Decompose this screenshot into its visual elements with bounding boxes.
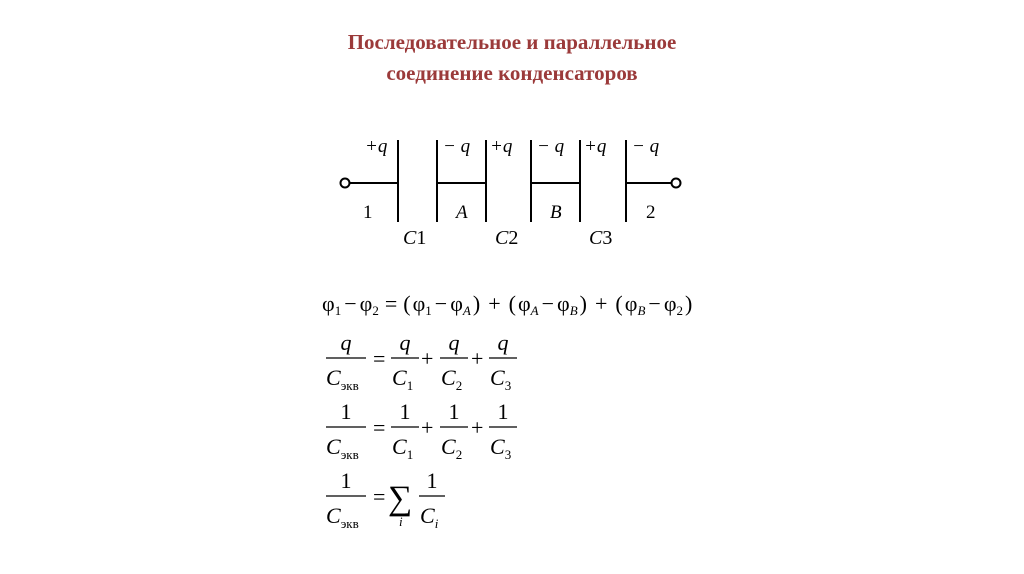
numerator: 1	[340, 468, 352, 493]
slide-title-line-1: Последовательное и параллельное	[347, 30, 677, 54]
summation-sign: ∑	[388, 480, 413, 517]
charge-label: +q	[365, 136, 388, 157]
capacitor-label-c1: C1	[403, 227, 427, 249]
denominator-c3: $C_3$	[490, 434, 512, 462]
denominator-c1: $C_1$	[392, 434, 414, 462]
plus-sign: +	[421, 346, 434, 371]
numerator: 1	[448, 399, 460, 424]
numerator: q	[399, 330, 411, 355]
charge-over-capacitance-equation	[326, 330, 517, 393]
plus-sign: +	[471, 346, 484, 371]
terminal-left	[341, 179, 350, 188]
plus-sign: +	[471, 415, 484, 440]
plus-sign: +	[421, 415, 434, 440]
reciprocal-capacitance-equation	[326, 399, 517, 462]
equals-sign: =	[373, 415, 386, 440]
numerator: q	[448, 330, 460, 355]
numerator: 1	[497, 399, 509, 424]
charge-label: − q	[632, 136, 660, 157]
numerator: q	[497, 330, 509, 355]
numerator: q	[340, 330, 352, 355]
equals-sign: =	[373, 346, 386, 371]
numerator: 1	[340, 399, 352, 424]
denominator-c-eq: $C_{экв}$	[326, 365, 359, 393]
node-label-a: A	[456, 202, 468, 223]
charge-label: − q	[443, 136, 471, 157]
charge-label: +q	[490, 136, 513, 157]
circuit-labels	[363, 136, 660, 249]
node-label-1: 1	[363, 202, 373, 223]
summation-index: i	[399, 514, 403, 529]
denominator-ci: $C_i$	[420, 503, 439, 531]
denominator-c1: $C_1$	[392, 365, 414, 393]
node-label-b: B	[550, 202, 562, 223]
terminal-right	[672, 179, 681, 188]
potential-difference-equation: φ1 − φ2 = (φ1 − φA) + (φA − φB) + (φB − φ2)	[322, 291, 693, 318]
slide-title-line-2: соединение конденсаторов	[386, 61, 638, 85]
numerator: 1	[399, 399, 411, 424]
capacitor-label-c3: C3	[589, 227, 613, 249]
charge-label: − q	[537, 136, 565, 157]
node-label-2: 2	[646, 202, 656, 223]
denominator-c2: $C_2$	[441, 365, 463, 393]
denominator-c-eq: $C_{экв}$	[326, 503, 359, 531]
charge-label: +q	[584, 136, 607, 157]
capacitor-label-c2: C2	[495, 227, 519, 249]
denominator-c2: $C_2$	[441, 434, 463, 462]
denominator-c-eq: $C_{экв}$	[326, 434, 359, 462]
denominator-c3: $C_3$	[490, 365, 512, 393]
numerator: 1	[426, 468, 438, 493]
summation-capacitance-equation	[326, 468, 445, 531]
equals-sign: =	[373, 484, 386, 509]
